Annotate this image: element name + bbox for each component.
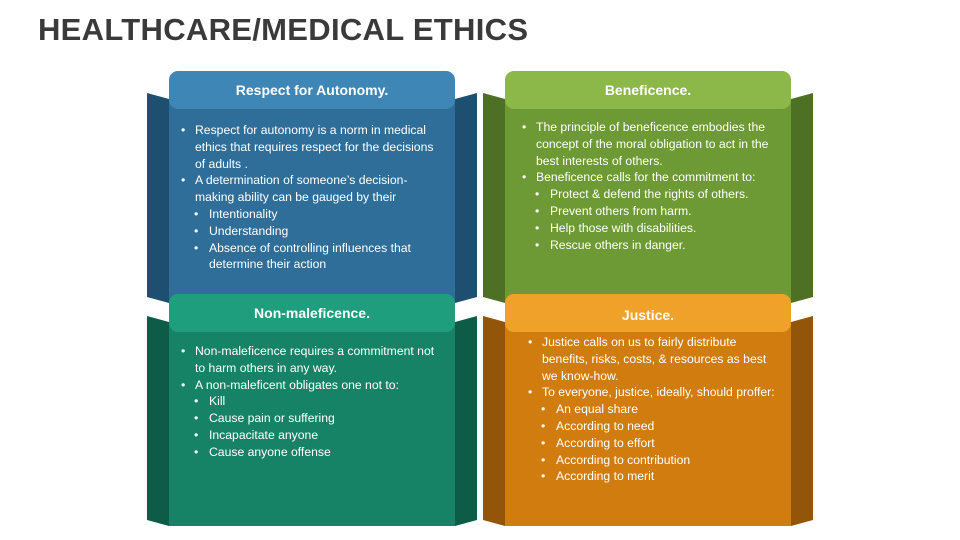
sub-bullet-item: • According to merit: [527, 468, 782, 485]
sub-bullet-item: • Cause pain or suffering: [180, 410, 445, 427]
sub-bullet-item: • Intentionality: [180, 206, 445, 223]
card-non-maleficence: [147, 294, 477, 526]
sub-bullet-item: • According to contribution: [527, 452, 782, 469]
bullet-list: [180, 343, 445, 461]
sub-bullet-item: • Cause anyone offense: [180, 444, 445, 461]
bullet-item: • A determination of someone’s decision-making ability can be gauged by their: [180, 172, 445, 206]
sub-bullet-item: • Absence of controlling influences that determine their action: [180, 240, 445, 274]
left-fold: [483, 316, 505, 526]
sub-bullet-item: • Understanding: [180, 223, 445, 240]
sub-bullet-item: • According to effort: [527, 435, 782, 452]
right-fold: [791, 316, 813, 526]
sub-bullet-item: • Incapacitate anyone: [180, 427, 445, 444]
bullet-item: • A non-maleficent obligates one not to:: [180, 377, 445, 394]
card-heading: Non-maleficence.: [254, 305, 370, 321]
right-fold: [455, 316, 477, 526]
left-fold: [147, 316, 169, 526]
card-justice: [483, 294, 813, 526]
bullet-list: [180, 122, 445, 273]
sub-bullet-item: • According to need: [527, 418, 782, 435]
card-heading: Justice.: [621, 307, 675, 323]
left-fold: [483, 93, 505, 303]
bullet-list: [527, 334, 782, 485]
bullet-item: • The principle of beneficence embodies the concept of the moral obligation to act in the best interests of others.: [521, 119, 786, 169]
bullet-item: • Respect for autonomy is a norm in medical ethics that requires respect for the decisions of adults .: [180, 122, 445, 172]
bullet-item: • To everyone, justice, ideally, should proffer:: [527, 384, 782, 401]
card-heading: Respect for Autonomy.: [235, 82, 389, 98]
sub-bullet-item: • Help those with disabilities.: [521, 220, 786, 237]
card-beneficence: [483, 71, 813, 303]
bullet-item: • Beneficence calls for the commitment to:: [521, 169, 786, 186]
right-fold: [455, 93, 477, 303]
bullet-item: • Non-maleficence requires a commitment not to harm others in any way.: [180, 343, 445, 377]
sub-bullet-item: • Rescue others in danger.: [521, 237, 786, 254]
sub-bullet-item: • Prevent others from harm.: [521, 203, 786, 220]
sub-bullet-item: • Protect & defend the rights of others.: [521, 186, 786, 203]
bullet-item: • Justice calls on us to fairly distribute benefits, risks, costs, & resources as best we know-how.: [527, 334, 782, 384]
right-fold: [791, 93, 813, 303]
sub-bullet-item: • An equal share: [527, 401, 782, 418]
card-autonomy: [147, 71, 477, 303]
left-fold: [147, 93, 169, 303]
slide-title: HEALTHCARE/MEDICAL ETHICS: [38, 12, 529, 47]
bullet-list: [521, 119, 786, 253]
sub-bullet-item: • Kill: [180, 393, 445, 410]
card-heading: Beneficence.: [604, 82, 692, 98]
